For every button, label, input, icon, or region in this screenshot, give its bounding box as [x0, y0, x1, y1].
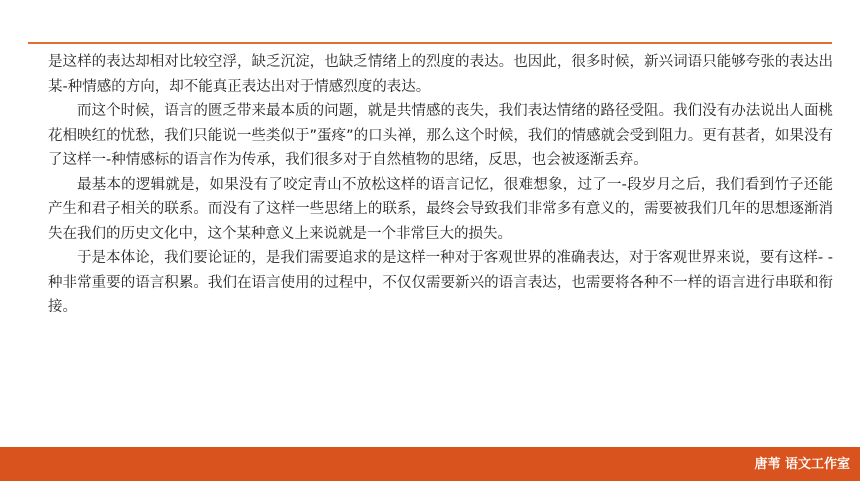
- paragraph-2: 而这个时候，语言的匮乏带来最本质的问题，就是共情感的丧失，我们表达情绪的路径受阻。我们没有办法说出人面桃花相映红的忧愁，我们只能说一些类似于”蛋疼”的口头禅，那么这个时候，我们的情感就会受到阻力。更有甚者，如果没有了这样一-种情感标的语言作为传承，我们很多对于自然植物的思绪，反思，也会被逐渐丢弃。: [48, 103, 833, 168]
- paragraph-1: 是这样的表达却相对比较空浮，缺乏沉淀，也缺乏情绪上的烈度的表达。也因此，很多时候，新兴词语只能够夸张的表达出某-种情感的方向，却不能真正表达出对于情感烈度的表达。: [48, 54, 833, 95]
- paragraph-4: 于是本体论，我们要论证的，是我们需要追求的是这样一种对于客观世界的准确表达，对于客观世界来说，要有这样- -种非常重要的语言积累。我们在语言使用的过程中，不仅仅需要新兴的语言表达，也需要将各种不一样的语言进行串联和衔接。: [48, 250, 833, 315]
- footer-bar: [0, 447, 860, 481]
- studio-label: 唐苇 语文工作室: [754, 457, 850, 472]
- header-divider: [28, 42, 832, 44]
- paragraph-3: 最基本的逻辑就是，如果没有了咬定青山不放松这样的语言记忆，很难想象，过了一-段岁月之后，我们看到竹子还能产生和君子相关的联系。而没有了这样一些思绪上的联系，最终会导致我们非常多有意义的，需要被我们几年的思想逐渐消失在我们的历史文化中，这个某种意义上来说就是一个非常巨大的损失。: [48, 176, 833, 242]
- document-body: [48, 50, 833, 320]
